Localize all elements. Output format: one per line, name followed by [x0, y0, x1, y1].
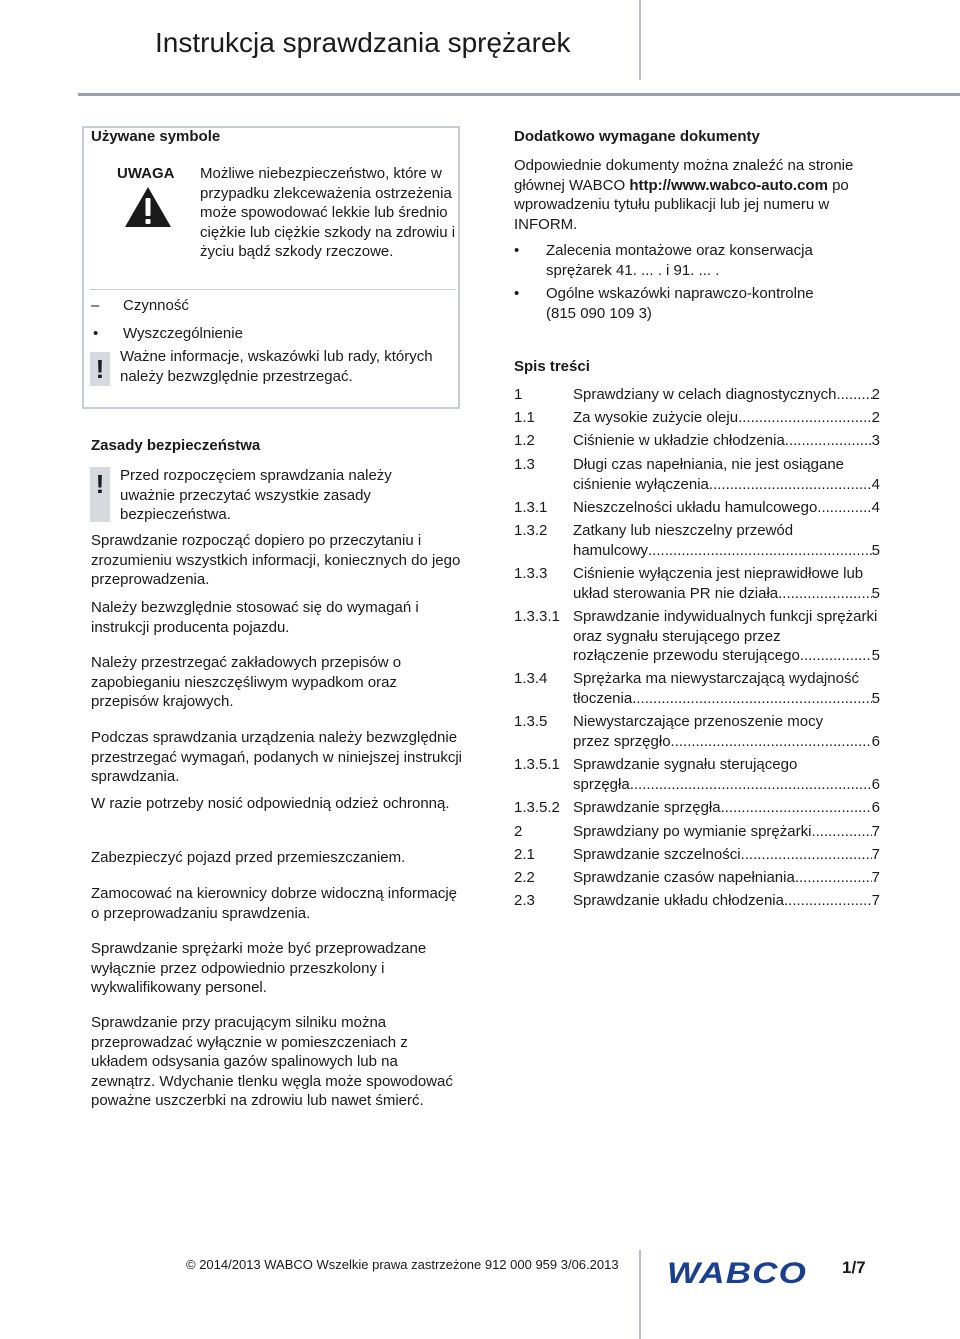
toc-title-line: Ciśnienie wyłączenia jest nieprawidłowe lub: [573, 565, 864, 582]
safety-paragraph: Należy przestrzegać zakładowych przepisów o zapobieganiu nieszczęśliwym wypadkom oraz przepisów krajowych.: [91, 654, 402, 710]
toc-title-line: Sprawdzanie sygnału sterującego: [573, 756, 798, 773]
safety-heading: Zasady bezpieczeństwa: [91, 437, 261, 454]
toc-number: 1.3.3: [514, 565, 548, 582]
wyszczegolnienie-label: Wyszczególnienie: [123, 325, 243, 342]
wabco-logo: [666, 1257, 808, 1287]
bullet-mark: •: [93, 325, 99, 342]
toc-entry[interactable]: [514, 845, 880, 865]
toc-heading: Spis treści: [514, 358, 590, 375]
toc-title: Sprawdzanie układu chłodzenia: [573, 892, 784, 909]
toc-title-line: Sprawdzanie indywidualnych funkcji sprężarki oraz sygnału sterującego przez: [573, 608, 878, 645]
docs-list-item: [514, 284, 880, 323]
toc-entry[interactable]: [514, 498, 880, 518]
safety-paragraph: Sprawdzanie sprężarki może być przeprowadzane wyłącznie przez odpowiednio przeszkolony i wykwalifikowany personel.: [91, 940, 427, 996]
toc-number: 1.3.3.1: [514, 608, 560, 625]
toc-number: 2.1: [514, 846, 535, 863]
toc-title: tłoczenia: [573, 689, 633, 707]
toc-page: 6: [871, 799, 880, 816]
toc-page: 4: [871, 499, 880, 516]
toc-leader: [784, 891, 872, 911]
toc-page: 5: [871, 584, 880, 602]
header-divider-vertical: [639, 0, 641, 80]
toc-page: 4: [871, 475, 880, 493]
toc-page: 7: [871, 823, 880, 840]
toc-number: 2.3: [514, 892, 535, 909]
toc-entry[interactable]: [514, 408, 880, 428]
safety-paragraph: Sprawdzanie rozpocząć dopiero po przeczytaniu i zrozumieniu wszystkich informacji, koniecznych do jego przeprowadzenia.: [91, 532, 461, 588]
safety-paragraph: Należy bezwzględnie stosować się do wymagań i instrukcji producenta pojazdu.: [91, 599, 419, 636]
uwaga-label: UWAGA: [117, 165, 175, 182]
toc-title: hamulcowy: [573, 541, 649, 559]
uwaga-text: Możliwe niebezpieczeństwo, które w przypadku zlekceważenia ostrzeżenia może spowodować lekkie lub średnio ciężkie lub ciężkie szkody na zdrowiu i życiu bądź szkody rzeczowe.: [200, 165, 456, 260]
toc-number: 1.3.5.1: [514, 756, 560, 773]
toc-leader: [632, 689, 871, 709]
toc-page: 7: [871, 846, 880, 863]
toc-title: rozłączenie przewodu sterującego: [573, 647, 800, 664]
toc-number: 1.3.2: [514, 522, 548, 539]
toc-title-line: Długi czas napełniania, nie jest osiągane: [573, 456, 845, 473]
toc-title: Sprawdziany po wymianie sprężarki: [573, 823, 812, 840]
toc-leader: [721, 798, 872, 818]
toc-title-line: Zatkany lub nieszczelny przewód: [573, 522, 794, 539]
toc-title: przez sprzęgło: [573, 732, 671, 750]
toc-entry[interactable]: [514, 712, 880, 751]
docs-heading: Dodatkowo wymagane dokumenty: [514, 128, 760, 145]
toc-leader: [795, 868, 872, 888]
toc-title: Sprawdzanie szczelności: [573, 846, 741, 863]
toc-title: sprzęgła: [573, 775, 630, 793]
page-title: Instrukcja sprawdzania sprężarek: [155, 27, 571, 58]
toc-page: 5: [871, 541, 880, 559]
toc-entry[interactable]: [514, 385, 880, 405]
toc-entry[interactable]: [514, 822, 880, 842]
toc-title: ciśnienie wyłączenia: [573, 475, 709, 493]
toc-entry[interactable]: [514, 431, 880, 451]
toc-number: 2: [514, 823, 523, 840]
page-number: 1/7: [842, 1258, 866, 1277]
toc-page: 2: [871, 386, 880, 403]
symbols-separator: [90, 289, 456, 290]
toc-title-line: Niewystarczające przenoszenie mocy: [573, 713, 824, 730]
footer-divider-vertical: [639, 1250, 641, 1339]
wabco-logo-text: WABCO: [667, 1257, 807, 1287]
toc-title: Sprawdzanie sprzęgła: [573, 799, 721, 816]
toc-leader: [836, 385, 871, 405]
wabco-website-link[interactable]: http://www.wabco-auto.com: [629, 176, 828, 194]
toc-number: 1.3.5: [514, 713, 548, 730]
toc-title-line: Sprężarka ma niewystarczającą wydajność: [573, 670, 859, 687]
toc-page: 5: [871, 647, 880, 664]
bullet-mark: •: [514, 242, 520, 259]
docs-item-text: Zalecenia montażowe oraz konserwacja sprężarek 41. ... . i 91. ... .: [546, 242, 813, 279]
toc-title: Sprawdzanie czasów napełniania: [573, 869, 795, 886]
toc-number: 1: [514, 386, 523, 403]
toc-leader: [785, 431, 872, 451]
toc-page: 3: [871, 432, 880, 449]
safety-paragraph: Sprawdzanie przy pracującym silniku można przeprowadzać wyłącznie w pomieszczeniach z układem odsysania gazów spalinowych lub na zewnątrz. Wdychanie tlenku węgla może spowodować poważne uszczerbki na zdrowiu lub nawet śmierć.: [91, 1014, 453, 1109]
toc-leader: [800, 646, 872, 666]
important-text: Ważne informacje, wskazówki lub rady, których należy bezwzględnie przestrzegać.: [120, 348, 433, 385]
toc-number: 1.3.4: [514, 670, 548, 687]
toc-title: Ciśnienie w układzie chłodzenia: [573, 432, 785, 449]
toc-leader: [778, 584, 872, 604]
safety-paragraph: Zabezpieczyć pojazd przed przemieszczaniem.: [91, 849, 406, 866]
docs-intro: [514, 156, 886, 234]
bullet-mark: •: [514, 285, 520, 302]
toc-number: 1.3.5.2: [514, 799, 560, 816]
safety-paragraph: Podczas sprawdzania urządzenia należy bezwzględnie przestrzegać wymagań, podanych w niniejszej instrukcji sprawdzania.: [91, 729, 463, 785]
toc-number: 2.2: [514, 869, 535, 886]
toc-leader: [741, 845, 872, 865]
toc-page: 7: [871, 869, 880, 886]
toc-number: 1.1: [514, 409, 535, 426]
toc-leader: [709, 475, 872, 495]
toc-leader: [630, 775, 872, 795]
toc-title: Nieszczelności układu hamulcowego: [573, 499, 818, 516]
exclamation-icon: !: [90, 352, 110, 386]
symbols-heading: Używane symbole: [91, 128, 221, 145]
toc-entry[interactable]: [514, 755, 880, 794]
toc-leader: [738, 408, 872, 428]
toc-leader: [648, 541, 872, 561]
toc-page: 5: [871, 689, 880, 707]
dash-mark: –: [91, 297, 100, 314]
toc-number: 1.2: [514, 432, 535, 449]
toc-leader: [671, 732, 872, 752]
toc-entry[interactable]: [514, 798, 880, 818]
toc-page: 2: [871, 409, 880, 426]
toc-entry[interactable]: [514, 669, 880, 708]
toc-page: 7: [871, 892, 880, 909]
toc-entry[interactable]: [514, 891, 880, 911]
warning-triangle-icon: [124, 186, 172, 228]
docs-intro-a: Odpowiednie dokumenty można znaleźć na stronie głównej WABCO: [514, 157, 854, 194]
toc-leader: [811, 822, 871, 842]
toc-title: Sprawdziany w celach diagnostycznych: [573, 386, 837, 403]
copyright: © 2014/2013 WABCO Wszelkie prawa zastrzeżone 912 000 959 3/06.2013: [186, 1257, 619, 1272]
header-divider: [78, 93, 960, 96]
toc-page: 6: [871, 775, 880, 793]
czynnosc-label: Czynność: [123, 297, 189, 314]
toc-title: Za wysokie zużycie oleju: [573, 409, 739, 426]
toc-entry[interactable]: [514, 868, 880, 888]
toc-page: 6: [871, 732, 880, 750]
toc-number: 1.3: [514, 456, 535, 473]
toc-leader: [817, 498, 871, 518]
safety-paragraph: Zamocować na kierownicy dobrze widoczną informację o przeprowadzaniu sprawdzenia.: [91, 885, 457, 922]
docs-list-item: [514, 241, 880, 280]
docs-intro-b: po wprowadzeniu tytułu publikacji lub jej numeru w INFORM.: [514, 176, 849, 233]
toc-entry[interactable]: [514, 455, 880, 494]
exclamation-icon: !: [90, 467, 110, 522]
docs-item-text: Ogólne wskazówki naprawczo-kontrolne (815 090 109 3): [546, 285, 814, 322]
toc-title: układ sterowania PR nie działa: [573, 584, 779, 602]
safety-paragraph: W razie potrzeby nosić odpowiednią odzież ochronną.: [91, 795, 450, 812]
toc-entry[interactable]: [514, 521, 880, 560]
toc-number: 1.3.1: [514, 499, 548, 516]
toc-entry[interactable]: [514, 564, 880, 603]
safety-note: Przed rozpoczęciem sprawdzania należy uważnie przeczytać wszystkie zasady bezpieczeństwa.: [120, 467, 392, 523]
toc-entry[interactable]: [514, 607, 880, 666]
